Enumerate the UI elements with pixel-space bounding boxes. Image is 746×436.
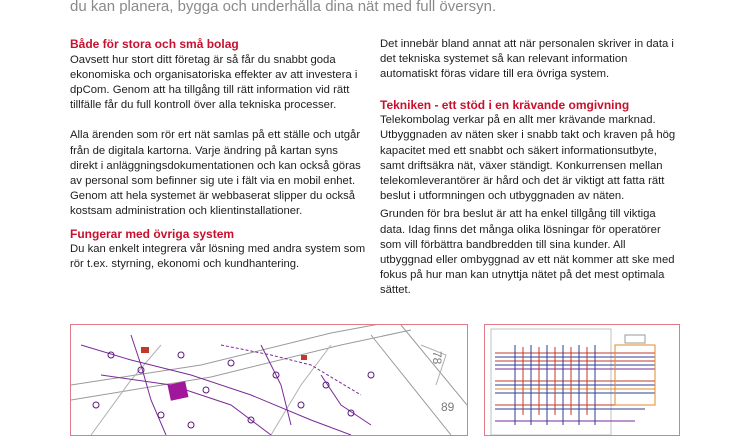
- heading-both-large-small: Både för stora och små bolag: [70, 37, 239, 51]
- map-label-89: 89: [441, 400, 455, 414]
- paragraph-investment: Oavsett hur stort ditt företag är så får du snabbt goda ekonomiska och organisatoriska effekter av att investera i dpCom. Genom att ha tillgång till rätt information vid rätt tillfälle får du full kontroll över alla tekniska processer.: [70, 53, 358, 112]
- left-column: [70, 37, 368, 272]
- paragraph-digital-maps: Alla ärenden som rör ert nät samlas på ett ställe och utgår från de digitala kartorna. Varje ändring på kartan syns direkt i anläggningsdokumentationen och kan också göras av personal som befinner sig ute i fält via en mobil enhet. Genom att hela systemet är webbaserat slipper du också kostsam administration och klientinstallationer.: [70, 129, 361, 218]
- heading-technology-support: Tekniken - ett stöd i en krävande omgivning: [380, 97, 630, 112]
- network-map-image: [70, 324, 468, 436]
- map-label-78: 78: [430, 351, 444, 365]
- heading-other-systems: Fungerar med övriga system: [70, 226, 235, 241]
- intro-text: du kan planera, bygga och underhålla dina nät med full översyn.: [70, 0, 497, 15]
- paragraph-data-transfer: Det innebär bland annat att när personalen skriver in data i det tekniska systemet så kan relevant information automatiskt föras vidare till era övriga system.: [380, 38, 674, 81]
- paragraph-integration: Du kan enkelt integrera vår lösning med andra system som rör t.ex. styrning, ekonomi och kundhantering.: [70, 243, 366, 271]
- paragraph-decisions: Grunden för bra beslut är att ha enkel tillgång till viktiga data. Idag finns det många olika lösningar för operatörer som vill förbättra bandbredden till sina kunder. All utbyggnad eller ombyggnad av ett nät kommer att ske med fokus på hur man kan utnyttja nätet på det mest optimala sättet.: [380, 208, 675, 297]
- right-column: [380, 37, 680, 299]
- schematic-image: [484, 324, 680, 436]
- paragraph-telecom-market: Telekombolag verkar på en allt mer krävande marknad. Utbyggnaden av näten sker i snabb takt och kraven på hög kapacitet med ett snabbt och säkert informationsutbyte, samt driftsäkra nät, växer ständigt. Konkurrensen mellan telekomleverantörer är hård och det är viktigt att fatta rätt beslut i utformningen och utbyggnaden av näten.: [380, 114, 676, 203]
